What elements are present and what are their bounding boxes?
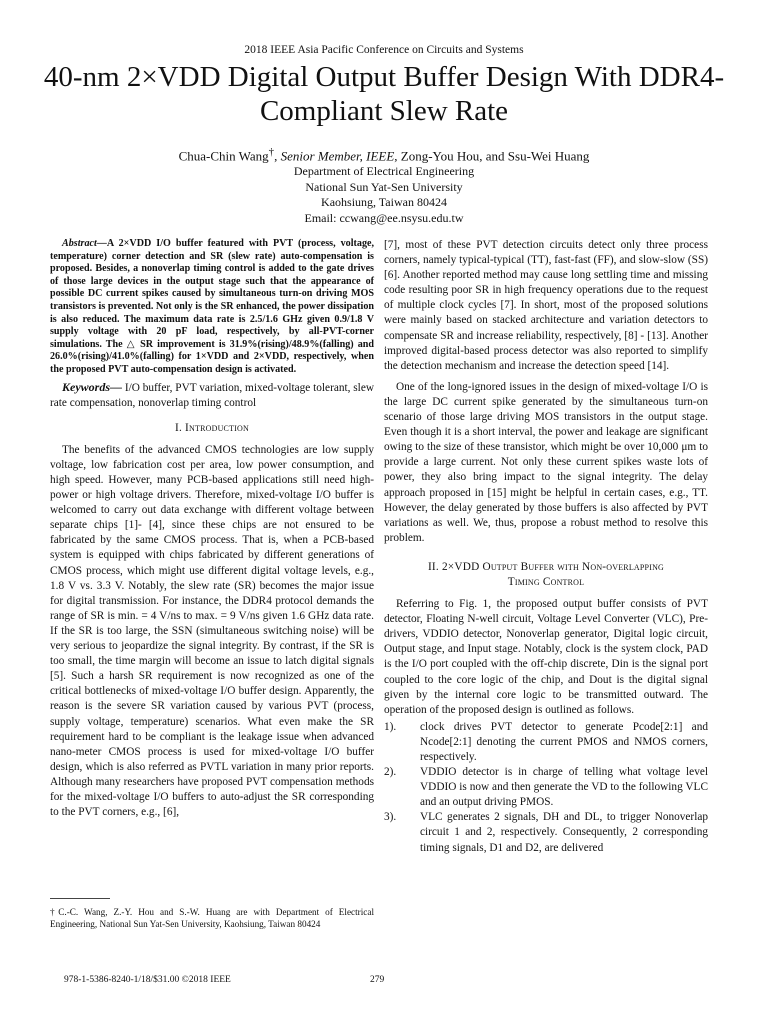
intro-continued-paragraph: [7], most of these PVT detection circuits detect only three process corners, namely typical-typical (TT), fast-fast (FF), and slow-slow (SS) [6]. Another reported method may cause long settling time and missing code resulting poor SR in high frequency operations due to the request of multiple clock cycles [7]. In short, most of the proposed solutions were mainly based on stacked architecture and variation detectors to compensate SR and increase reliability, respectively, [8] - [13]. Another improved digital-based process detector was also reported to simplify the detection mechanism and increase the detection speed [14]. [384, 239, 708, 372]
list-item-number: 1). [384, 720, 397, 733]
list-item-text: clock drives PVT detector to generate Pcode[2:1] and Ncode[2:1] denoting the current PMOS and NMOS corners, respectively. [420, 720, 708, 763]
section-1-paragraph: The benefits of the advanced CMOS technologies are low supply voltage, low fabrication cost per area, low power consumption, and high speed. However, many PCB-based applications still need high-power or high voltage drivers. Therefore, mixed-voltage I/O buffer is welcomed to carry out data exchange with different voltage between separate chips [1]- [4], since these chips are not ensured to be fabricated by the same CMOS process. That is, when a PCB-based system is equipped with chips fabricated by different generations of CMOS process, which might use different digital voltage levels, e.g., 1.8 V vs. 3.3 V. Notably, the slew rate (SR) becomes the major issue for digital transmission. For instance, the DDR4 protocol demands the range of SR is min. = 4 V/ns to max. = 9 V/ns given 1.6 GHz data rate. If the SR is too large, the SSN (simultaneous switching noise) will be very serious to jeopardize the signal integrity. By contrast, if the SR is too small, the time margin will become an issue to latch digital signals [5]. Such a harsh SR requirement is now recognized as one of the critical bottlenecks of mixed-voltage I/O buffer design. Apparently, the reason is the severe SR variation caused by various PVT (process, supply voltage, temperature) scenarios. What even make the SR requirement hard to be compliant is the leakage issue when advanced nano-meter CMOS process is used for mixed-voltage I/O buffer design, which is also referred as PVTL variation in many prior reports. Although many researchers have proposed PVT compensation methods for the mixed-voltage I/O buffers to auto-adjust the SR corresponding to the PVT corners, e.g., [6], [50, 443, 374, 819]
footer-isbn: 978-1-5386-8240-1/18/$31.00 ©2018 IEEE [64, 975, 231, 985]
author-role: Senior Member, IEEE [280, 148, 395, 164]
author-rest: , Zong-You Hou, and Ssu-Wei Huang [394, 148, 590, 164]
page-number: 279 [370, 975, 385, 985]
left-column [50, 238, 374, 820]
affiliation-university: National Sun Yat-Sen University [305, 179, 463, 194]
conference-header: 2018 IEEE Asia Pacific Conference on Circuits and Systems [244, 44, 524, 56]
affiliation-block [0, 164, 768, 226]
section-2-title-line2: Timing Control [507, 575, 585, 588]
section-2-number: II. [427, 560, 439, 573]
right-column [384, 238, 708, 856]
abstract-label: Abstract— [62, 238, 107, 249]
list-item [384, 810, 708, 855]
affiliation-email: Email: ccwang@ee.nsysu.edu.tw [304, 210, 464, 225]
footnote: †C.-C. Wang, Z.-Y. Hou and S.-W. Huang are with Department of Electrical Engineering, National Sun Yat-Sen University, Kaohsiung, Taiwan 80424 [50, 907, 374, 929]
keywords-text: I/O buffer, PVT variation, mixed-voltage tolerant, slew rate compensation, nonoverlap timing control [50, 381, 374, 409]
affiliation-department: Department of Electrical Engineering [293, 164, 475, 178]
list-item-text: VLC generates 2 signals, DH and DL, to trigger Nonoverlap circuit 1 and 2, respectively. Consequently, 2 corresponding timing signals, D1 and D2, are delivered [420, 811, 708, 854]
section-1-heading [50, 421, 374, 436]
paper-title: 40-nm 2×VDD Digital Output Buffer Design With DDR4-Compliant Slew Rate [43, 61, 725, 127]
list-item [384, 720, 708, 765]
operation-list [384, 720, 708, 856]
section-2-title-line1: 2×VDD Output Buffer with Non-overlapping [441, 560, 665, 573]
intro-dc-spike-paragraph: One of the long-ignored issues in the design of mixed-voltage I/O is the large DC current spike generated by the simultaneous turn-on scenario of those large driving MOS transistors in the output stage. Even though it is a short interval, the power and leakage are significant owing to the size of these transistor, which might be over 10,000 μm to provide a large current. Not only these current spikes waste lots of power, they also bring impact to the signal integrity. The delay approach proposed in [15] might be helpful in certain cases, e.g., TT. However, the delay generated by those buffers is also affected by PVT variations as well. We, thus, propose a robust method to resolve this problem. [384, 380, 708, 544]
keywords-label: Keywords— [62, 379, 122, 394]
abstract-text: A 2×VDD I/O buffer featured with PVT (process, voltage, temperature) corner detection and SR (slew rate) auto-compensation is proposed. Besides, a nonoverlap timing control is added to the gate drives of those large devices in the output stage such that the appearance of possible DC current spikes caused by simultaneous turn-on driving MOS transistors is prevented. Not only is the SR enhanced, the power dissipation is also reduced. The maximum data rate is 2.5/1.6 GHz given 0.9/1.8 V supply voltage with 20 pF load, respectively, by all-PVT-corner simulations. The △ SR improvement is 31.9%(rising)/48.9%(falling) and 26.0%(rising)/41.0%(falling) for 1×VDD and 2×VDD, respectively, when the proposed PVT auto-compensation design is activated. [50, 238, 374, 375]
list-item-text: VDDIO detector is in charge of telling what voltage level VDDIO is now and then generate the VD to the following VLC and an output driving PMOS. [420, 766, 708, 809]
section-1-title: Introduction [185, 421, 249, 434]
abstract [50, 238, 374, 377]
section-1-number: I. [175, 421, 183, 434]
list-item-number: 2). [384, 766, 397, 779]
affiliation-city: Kaohsiung, Taiwan 80424 [321, 195, 447, 209]
footnote-divider [50, 898, 110, 899]
list-item [384, 765, 708, 810]
section-2-paragraph: Referring to Fig. 1, the proposed output buffer consists of PVT detector, Floating N-well circuit, Voltage Level Converter (VLC), Pre-drivers, VDDIO detector, Nonoverlap generator, Digital logic circuit, Output stage, and Input stage. Notably, clock is the system clock, PAD is the I/O port coupled with the off-chip discrete, Din is the signal port coupled to the core logic of the chip, and Dout is the digital signal given by the internal core logic to be transmitted outward. The operation of the proposed design is outlined as follows. [384, 598, 708, 716]
author-first: Chua-Chin Wang [178, 148, 269, 164]
keywords [50, 380, 374, 411]
section-2-heading [384, 560, 708, 590]
author-mark: † [268, 146, 275, 158]
author-line: Chua-Chin Wang†, Senior Member, IEEE, Zong-You Hou, and Ssu-Wei Huang [178, 146, 590, 164]
list-item-number: 3). [384, 811, 397, 824]
